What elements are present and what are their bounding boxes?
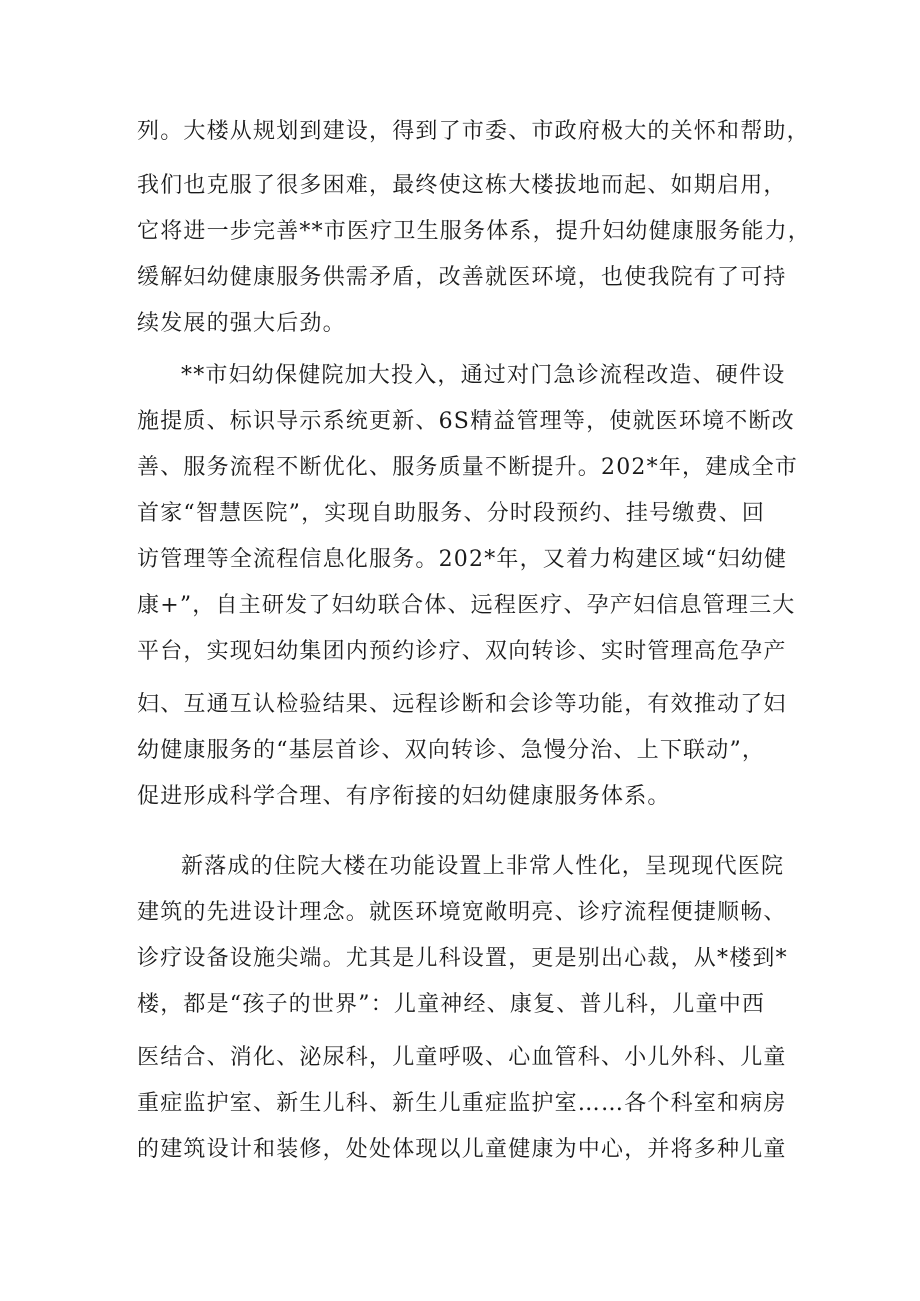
text-line: 促进形成科学合理、有序衔接的妇幼健康服务体系。 [137,784,671,809]
text-line: 康+”，自主研发了妇幼联合体、远程医疗、孕产妇信息管理三大 [137,593,796,618]
text-line: **市妇幼保健院加大投入，通过对门急诊流程改造、硬件设 [181,363,786,388]
text-line: 平台，实现妇幼集团内预约诊疗、双向转诊、实时管理高危孕产 [137,639,787,664]
text-line: 建筑的先进设计理念。就医环境宽敞明亮、诊疗流程便捷顺畅、 [137,900,787,925]
text-line: 施提质、标识导示系统更新、6S精益管理等，使就医环境不断改 [137,409,795,434]
text-line: 列。大楼从规划到建设，得到了市委、市政府极大的关怀和帮助， [137,119,810,144]
text-line: 妇、互通互认检验结果、远程诊断和会诊等功能，有效推动了妇 [137,692,787,717]
text-line: 缓解妇幼健康服务供需矛盾，改善就医环境，也使我院有了可持 [137,265,787,290]
text-line: 医结合、消化、泌尿科，儿童呼吸、心血管科、小儿外科、儿童 [137,1045,787,1070]
text-line: 善、服务流程不断优化、服务质量不断提升。202*年，建成全市 [137,455,798,480]
text-line: 续发展的强大后劲。 [137,311,346,336]
text-line: 的建筑设计和装修，处处体现以儿童健康为中心，并将多种儿童 [137,1137,787,1162]
text-line: 诊疗设备设施尖端。尤其是儿科设置，更是别出心裁，从*楼到* [137,946,788,971]
text-line: 它将进一步完善**市医疗卫生服务体系，提升妇幼健康服务能力， [137,219,812,244]
text-line: 首家“智慧医院”，实现自助服务、分时段预约、挂号缴费、回 [137,501,766,526]
text-line: 楼，都是“孩子的世界”：儿童神经、康复、普儿科，儿童中西 [137,992,766,1017]
text-line: 访管理等全流程信息化服务。202*年，又着力构建区域“妇幼健 [137,547,788,572]
text-line: 我们也克服了很多困难，最终使这栋大楼拔地而起、如期启用， [137,173,787,198]
text-line: 幼健康服务的“基层首诊、双向转诊、急慢分治、上下联动”， [137,738,766,763]
text-line: 新落成的住院大楼在功能设置上非常人性化，呈现现代医院 [181,854,785,879]
text-line: 重症监护室、新生儿科、新生儿重症监护室……各个科室和病房 [137,1091,787,1116]
